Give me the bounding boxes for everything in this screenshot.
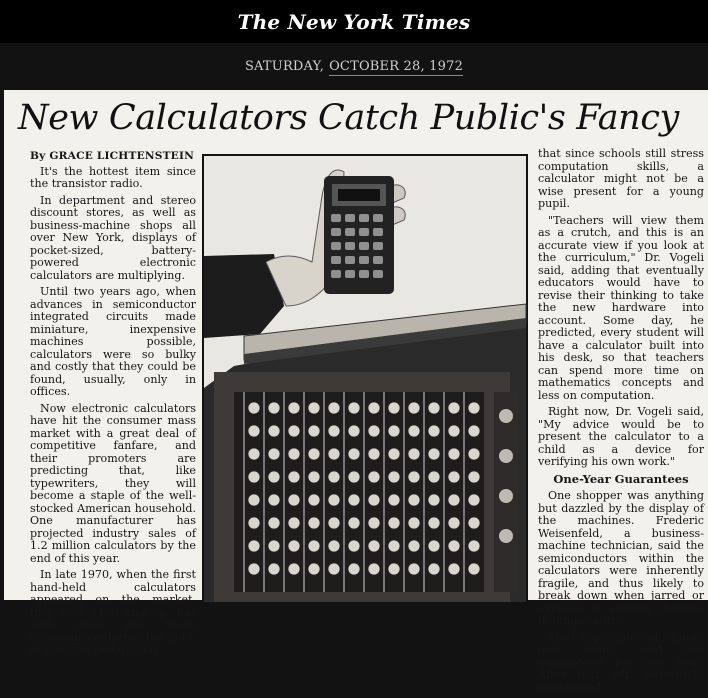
nyt-logo[interactable]: The New York Times: [237, 9, 471, 34]
subheading: One-Year Guarantees: [553, 471, 689, 486]
dateline: [245, 59, 463, 74]
paragraph: Right now, Dr. Vogeli said, "My advice would be to present the calculator to a child as a device for verifying his own work.": [538, 405, 704, 468]
calculator-photo-graphic: [204, 156, 526, 602]
article-clipping: [4, 90, 708, 694]
paragraph: It's the hottest item since the transistor radio.: [30, 164, 196, 190]
paragraph: Most reputable calculators now being sold are guaranteed for one year. After that, Mr. Weisenfeld maintained,: [538, 630, 704, 694]
paragraph: In department and stereo discount stores, as well as business-machine shops all over New York, displays of pocket-sized, battery-powered electronic calculators are multiplying.: [30, 193, 196, 282]
paragraph: that since schools still stress computation skills, a calculator might not be a wise present for a young pupil.: [538, 147, 704, 210]
dateline-weekday: SATURDAY,: [244, 59, 325, 74]
masthead: [0, 0, 708, 43]
byline: By GRACE LICHTENSTEIN: [30, 150, 194, 162]
article-column-3: [538, 148, 704, 698]
dateline-bar: [0, 43, 708, 90]
calculator-photo: [202, 154, 528, 600]
paragraph: Until two years ago, when advances in semiconductor integrated circuits made miniature, inexpensive machines possible, calculators were so bulky and costly that they could be found, usually, only in offices.: [30, 285, 196, 398]
dateline-date-link[interactable]: OCTOBER 28, 1972: [329, 59, 464, 74]
paragraph: "Teachers will view them as a crutch, and this is an accurate view if you look at the curriculum," Dr. Vogeli said, adding that eventually educators would have to revise their thinking to take the new hardware into account. Some day, he predicted, every student will have a calculator built into his desk, so that teachers can spend more time on mathematics concepts and less on computation.: [538, 213, 704, 402]
article-headline: New Calculators Catch Public's Fancy: [18, 98, 679, 138]
paragraph: One shopper was anything but dazzled by the display of the machines. Frederic Weisenfeld, a business-machine technician, said the semiconductors within the calculators were inherently fragile, and thus likely to break down when jarred or exposed to sudden changes in temperature.: [538, 489, 704, 627]
paragraph: Now electronic calculators have hit the consumer mass market with a great deal of competitive fanfare, and their promoters are predicting that, like typewriters, they will become a staple of the well-stocked American household. One manufacturer has projected industry sales of 1.2 million calculators by the end of this year.: [30, 401, 196, 565]
article-column-1: [30, 150, 196, 661]
paragraph: In late 1970, when the first hand-held calculators appeared on the market, they cost $400 and up. But with more and more companies entering the field, prices dropped quickly.: [30, 568, 196, 656]
